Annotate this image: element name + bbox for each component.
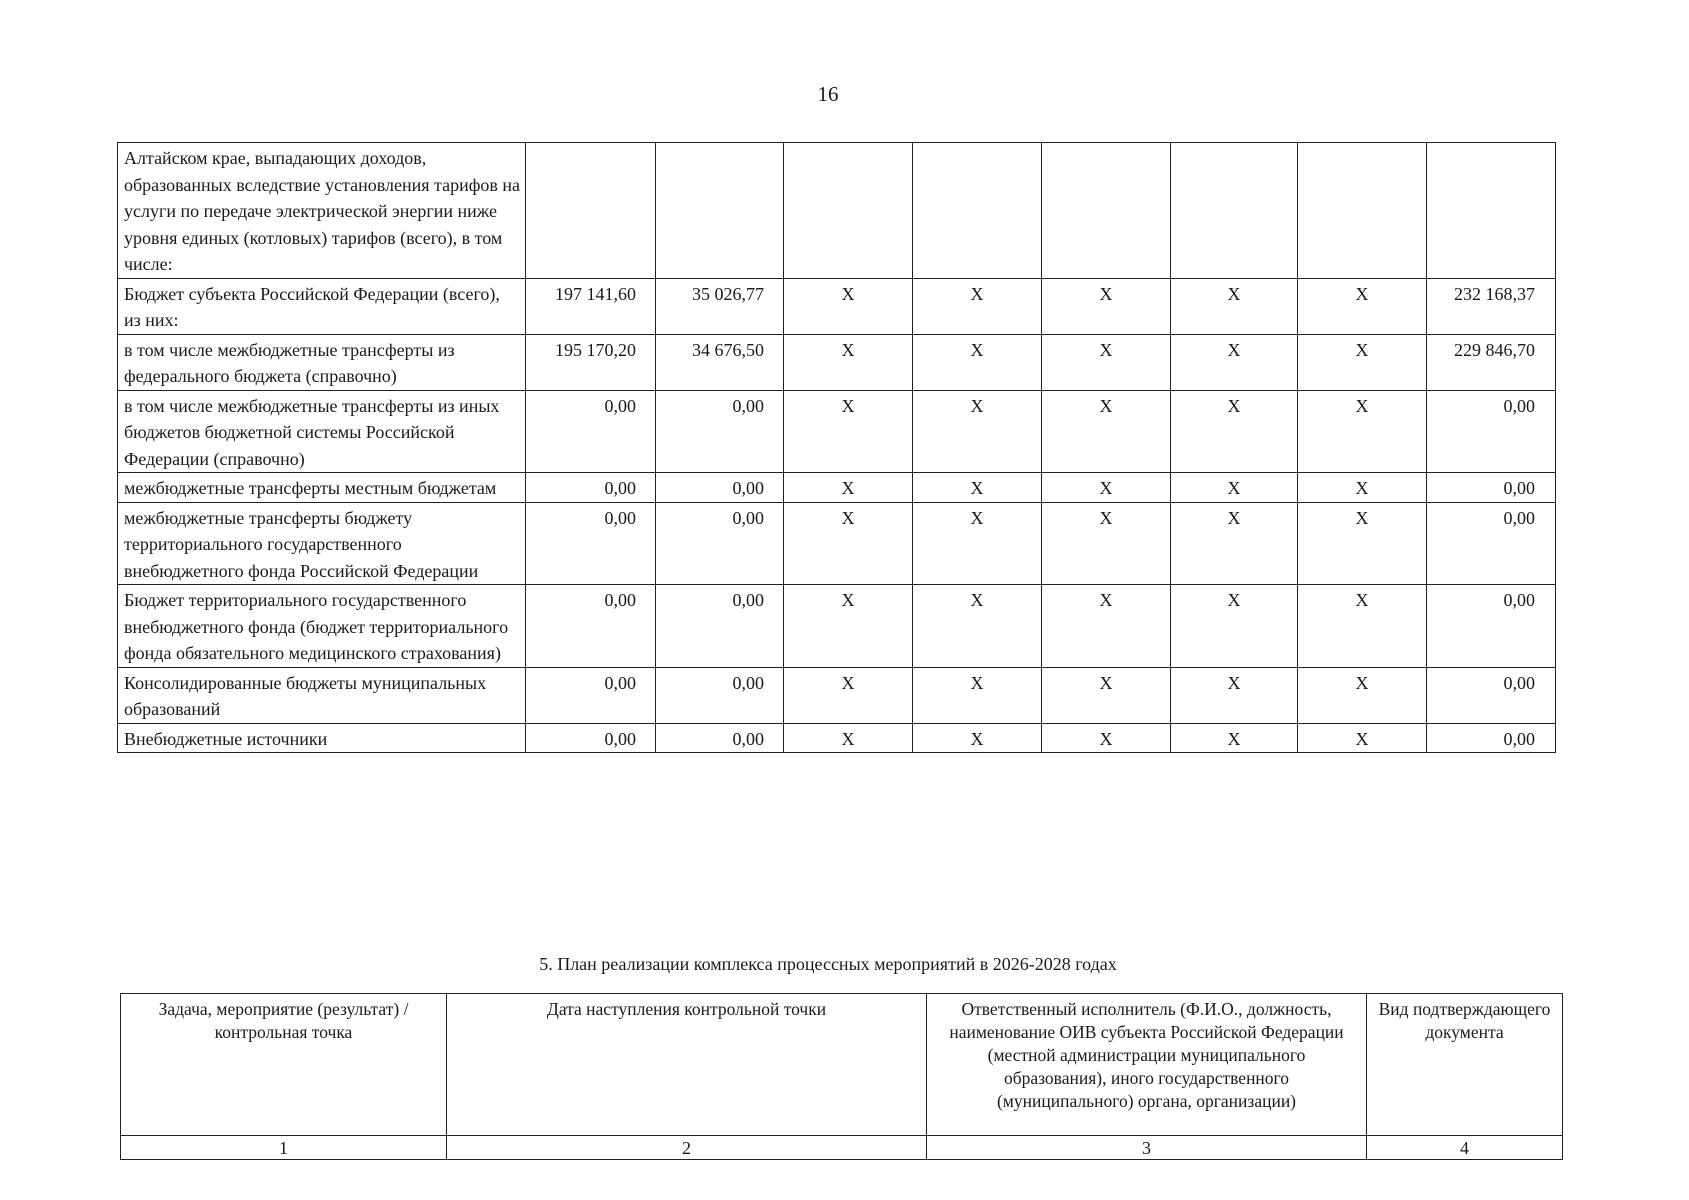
finance-row-label: Консолидированные бюджеты муниципальных образований <box>118 667 526 723</box>
finance-row <box>118 390 1556 473</box>
finance-cell: 0,00 <box>656 502 784 585</box>
finance-row-label: межбюджетные трансферты местным бюджетам <box>118 473 526 503</box>
finance-cell: X <box>784 667 913 723</box>
finance-cell: X <box>1298 585 1427 668</box>
finance-row-label: Алтайском крае, выпадающих доходов, образованных вследствие установления тарифов на услуги по передаче электрической энергии ниже уровня единых (котловых) тарифов (всего), в том числе: <box>118 143 526 279</box>
plan-header-document-type: Вид подтверждающего документа <box>1367 994 1563 1136</box>
finance-cell <box>1042 143 1171 279</box>
finance-cell: X <box>1298 473 1427 503</box>
finance-cell: X <box>1298 278 1427 334</box>
plan-column-number: 1 <box>121 1136 447 1160</box>
finance-cell: X <box>1042 585 1171 668</box>
finance-cell: X <box>1042 502 1171 585</box>
finance-cell <box>526 143 656 279</box>
finance-row <box>118 502 1556 585</box>
finance-table <box>117 142 1556 753</box>
finance-cell: X <box>1171 473 1298 503</box>
finance-cell: X <box>1171 390 1298 473</box>
finance-cell: 0,00 <box>1427 585 1556 668</box>
finance-cell: X <box>1298 667 1427 723</box>
finance-cell <box>1298 143 1427 279</box>
finance-row <box>118 723 1556 753</box>
finance-cell: 0,00 <box>1427 723 1556 753</box>
finance-cell: X <box>1042 723 1171 753</box>
finance-cell: X <box>1171 585 1298 668</box>
plan-header-date: Дата наступления контрольной точки <box>447 994 927 1136</box>
finance-cell: X <box>1042 334 1171 390</box>
finance-cell: 0,00 <box>526 667 656 723</box>
finance-row <box>118 667 1556 723</box>
finance-cell: X <box>1171 278 1298 334</box>
finance-cell: X <box>913 390 1042 473</box>
finance-cell <box>913 143 1042 279</box>
finance-cell: 0,00 <box>656 667 784 723</box>
finance-cell: X <box>1171 502 1298 585</box>
finance-row-label: Бюджет территориального государственного внебюджетного фонда (бюджет территориального фонда обязательного медицинского страхования) <box>118 585 526 668</box>
finance-cell: X <box>1298 502 1427 585</box>
finance-cell <box>1171 143 1298 279</box>
finance-cell <box>656 143 784 279</box>
finance-cell: X <box>784 473 913 503</box>
finance-cell: X <box>784 723 913 753</box>
finance-cell: X <box>913 278 1042 334</box>
finance-cell: 0,00 <box>526 473 656 503</box>
finance-cell: 0,00 <box>1427 473 1556 503</box>
finance-row <box>118 473 1556 503</box>
finance-cell: 0,00 <box>656 390 784 473</box>
finance-cell: X <box>784 502 913 585</box>
finance-cell: X <box>913 502 1042 585</box>
finance-cell: X <box>784 390 913 473</box>
finance-cell: 34 676,50 <box>656 334 784 390</box>
finance-row-label: в том числе межбюджетные трансферты из иных бюджетов бюджетной системы Российской Федерации (справочно) <box>118 390 526 473</box>
finance-cell: X <box>1042 278 1171 334</box>
plan-table <box>120 993 1563 1160</box>
finance-cell: X <box>913 585 1042 668</box>
finance-cell: X <box>1042 473 1171 503</box>
finance-row <box>118 334 1556 390</box>
finance-cell: X <box>1298 723 1427 753</box>
section-title: 5. План реализации комплекса процессных мероприятий в 2026-2028 годах <box>539 954 1117 974</box>
finance-cell: X <box>913 473 1042 503</box>
finance-row-label: Внебюджетные источники <box>118 723 526 753</box>
finance-cell: 0,00 <box>656 473 784 503</box>
finance-row <box>118 143 1556 279</box>
finance-row-label: Бюджет субъекта Российской Федерации (всего), из них: <box>118 278 526 334</box>
finance-cell: X <box>1042 390 1171 473</box>
finance-cell: 35 026,77 <box>656 278 784 334</box>
finance-cell: 0,00 <box>1427 502 1556 585</box>
finance-cell: X <box>784 334 913 390</box>
finance-row-label: в том числе межбюджетные трансферты из федерального бюджета (справочно) <box>118 334 526 390</box>
finance-cell: 0,00 <box>526 585 656 668</box>
finance-cell: X <box>1298 390 1427 473</box>
plan-header-row <box>121 994 1563 1136</box>
plan-column-number: 4 <box>1367 1136 1563 1160</box>
plan-column-number-row <box>121 1136 1563 1160</box>
finance-cell: X <box>784 585 913 668</box>
finance-row-label: межбюджетные трансферты бюджету территориального государственного внебюджетного фонда Российской Федерации <box>118 502 526 585</box>
finance-cell: X <box>1042 667 1171 723</box>
finance-cell: X <box>784 278 913 334</box>
finance-cell: 0,00 <box>656 723 784 753</box>
plan-header-executor: Ответственный исполнитель (Ф.И.О., должность, наименование ОИВ субъекта Российской Федерации (местной администрации муниципального образования), иного государственного (муниципального) органа, организации) <box>927 994 1367 1136</box>
finance-cell: 0,00 <box>1427 667 1556 723</box>
finance-cell: 232 168,37 <box>1427 278 1556 334</box>
finance-cell: X <box>1171 667 1298 723</box>
finance-cell: 0,00 <box>526 502 656 585</box>
finance-table-body <box>118 143 1556 753</box>
plan-column-number: 2 <box>447 1136 927 1160</box>
plan-header-task: Задача, мероприятие (результат) / контрольная точка <box>121 994 447 1136</box>
finance-cell: 197 141,60 <box>526 278 656 334</box>
finance-row <box>118 278 1556 334</box>
finance-cell <box>784 143 913 279</box>
finance-cell: X <box>913 667 1042 723</box>
finance-cell: 0,00 <box>656 585 784 668</box>
finance-cell: 0,00 <box>526 723 656 753</box>
finance-row <box>118 585 1556 668</box>
finance-cell: X <box>913 723 1042 753</box>
finance-cell: X <box>1171 723 1298 753</box>
finance-cell: 229 846,70 <box>1427 334 1556 390</box>
finance-cell: 195 170,20 <box>526 334 656 390</box>
page-number: 16 <box>817 82 839 106</box>
plan-column-number: 3 <box>927 1136 1367 1160</box>
finance-cell: X <box>1298 334 1427 390</box>
finance-cell: X <box>1171 334 1298 390</box>
finance-cell: X <box>913 334 1042 390</box>
finance-cell <box>1427 143 1556 279</box>
finance-cell: 0,00 <box>526 390 656 473</box>
finance-cell: 0,00 <box>1427 390 1556 473</box>
